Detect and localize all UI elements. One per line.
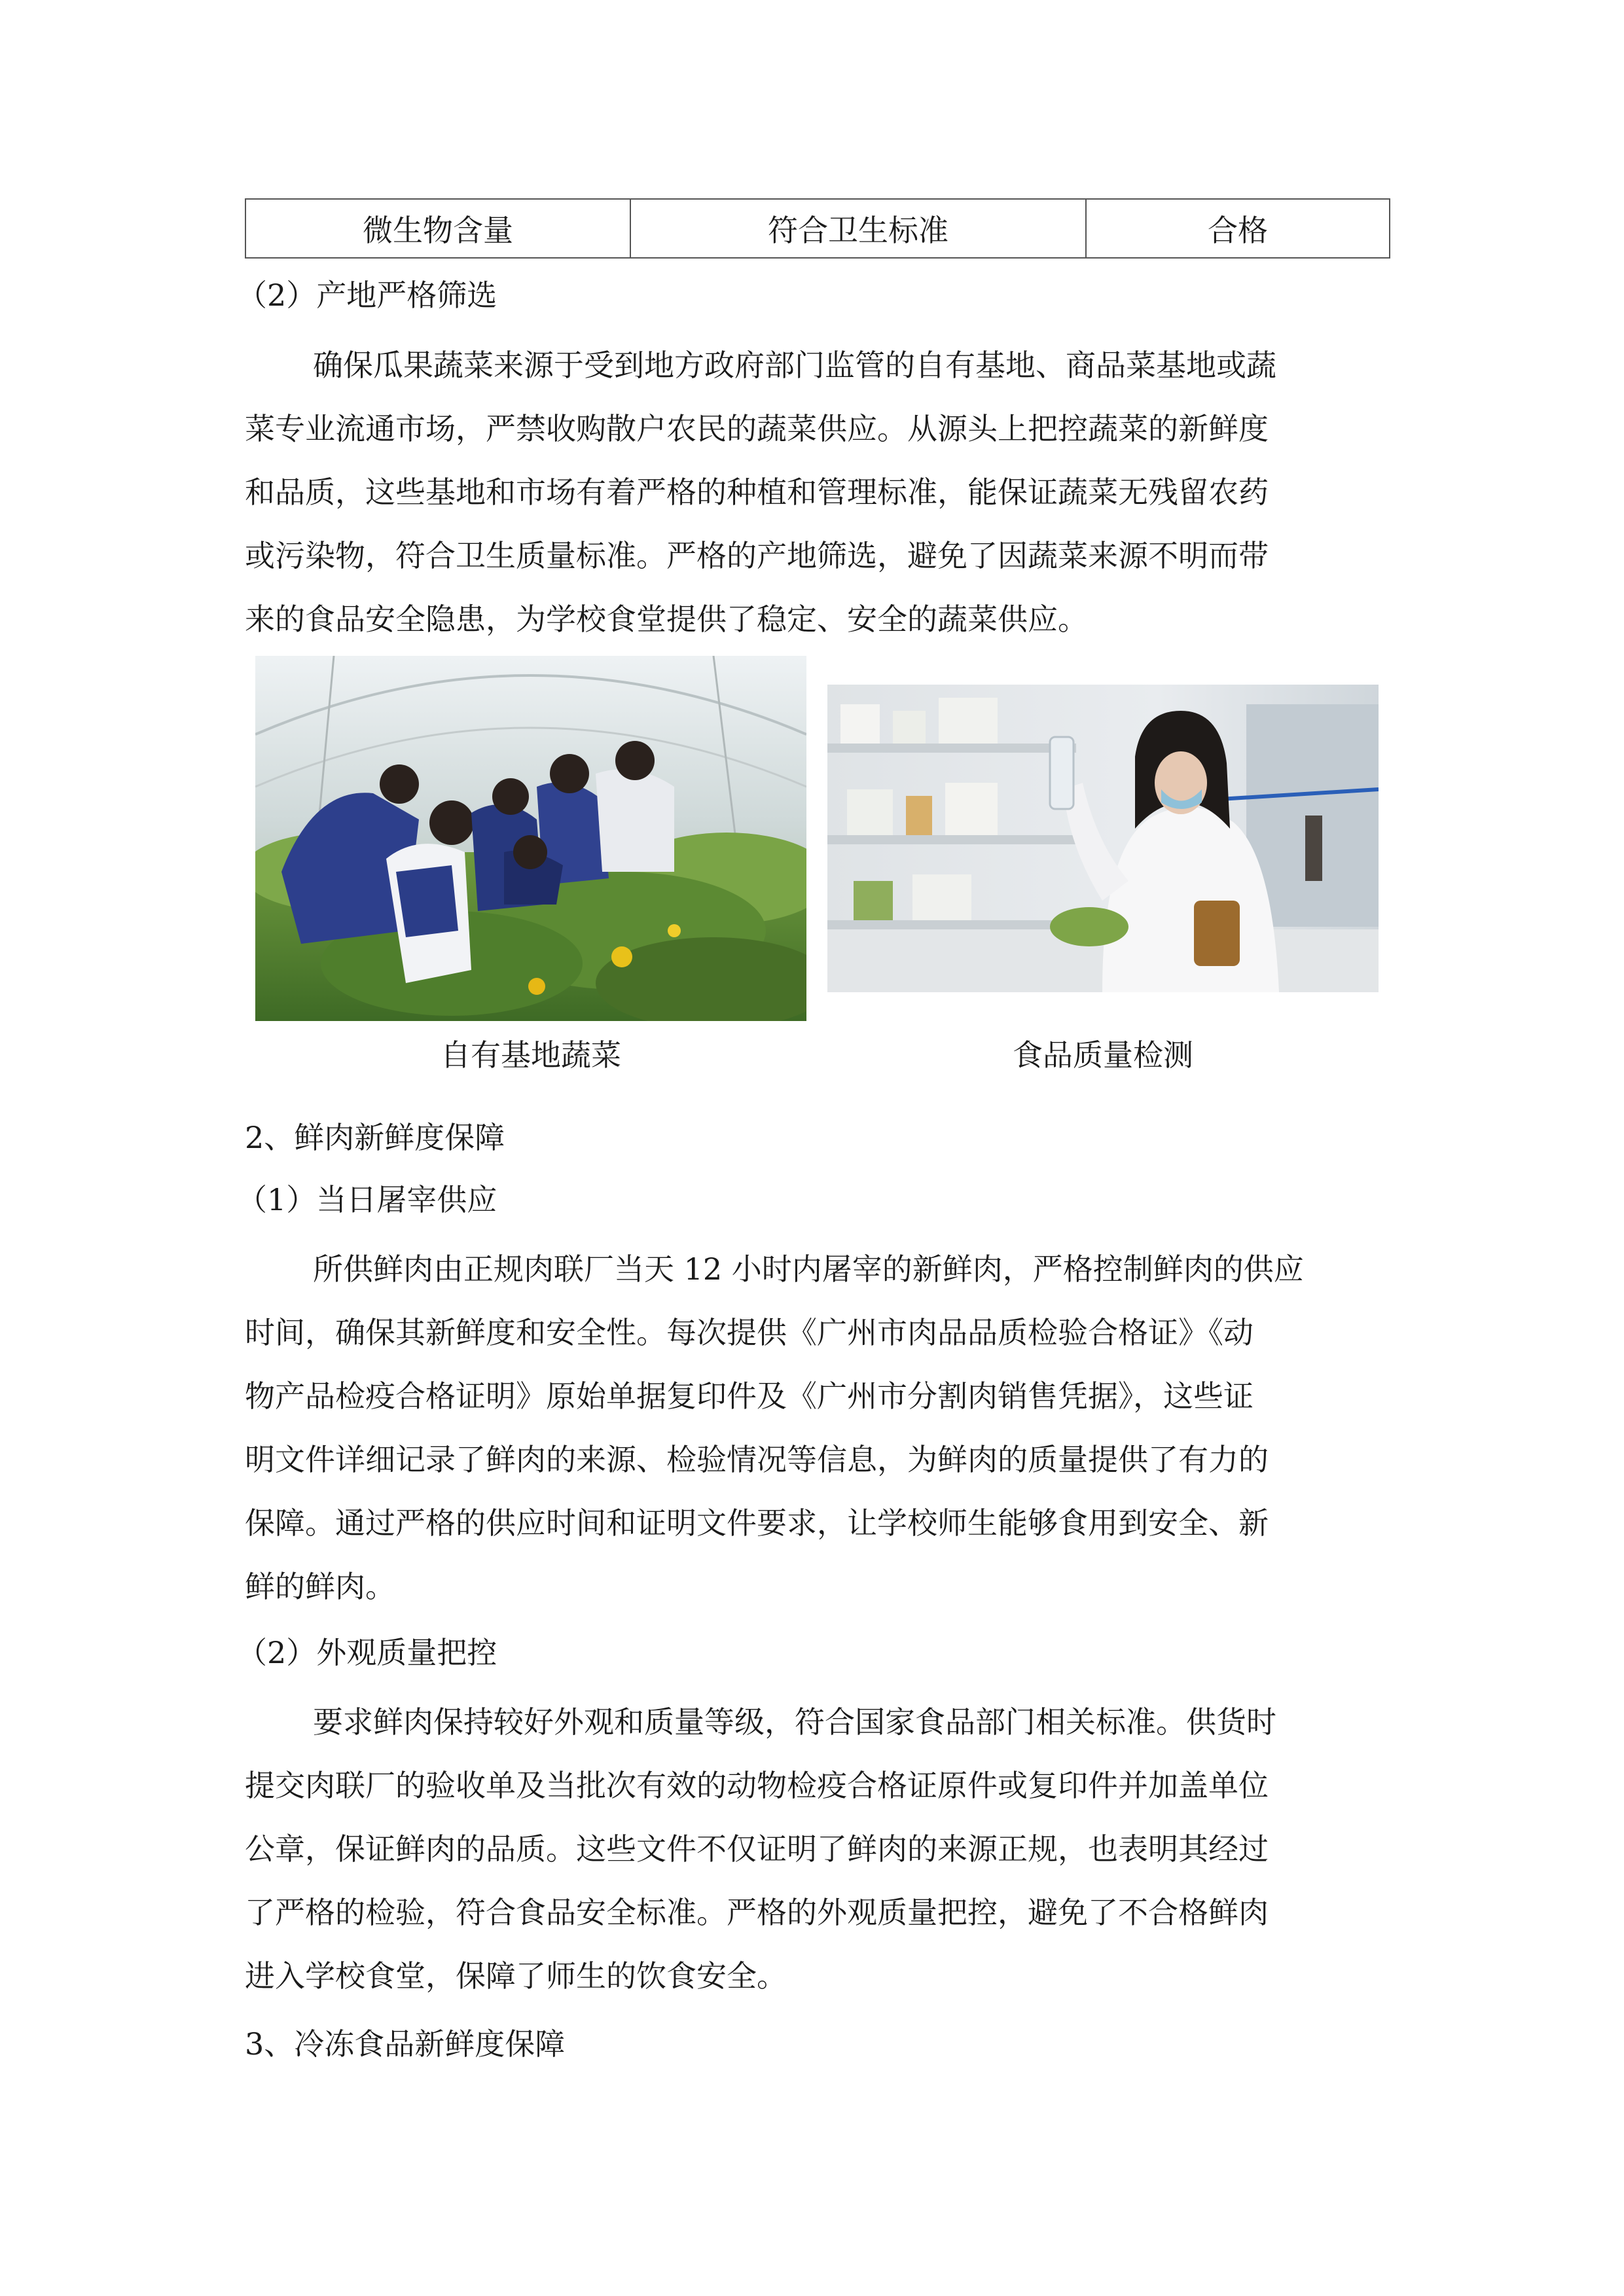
paragraph-line: 时间，确保其新鲜度和安全性。每次提供《广州市肉品品质检验合格证》《动	[245, 1315, 1254, 1350]
quality-table	[245, 198, 1390, 259]
paragraph-line: 保障。通过严格的供应时间和证明文件要求，让学校师生能够食用到安全、新	[245, 1505, 1269, 1541]
table-cell: 符合卫生标准	[630, 199, 1086, 258]
table-cell: 微生物含量	[245, 199, 630, 258]
table-row	[245, 199, 1390, 258]
paragraph-line: 要求鲜肉保持较好外观和质量等级，符合国家食品部门相关标准。供货时	[313, 1704, 1276, 1740]
paragraph-line: 公章，保证鲜肉的品质。这些文件不仅证明了鲜肉的来源正规，也表明其经过	[245, 1831, 1269, 1867]
paragraph-line: 或污染物，符合卫生质量标准。严格的产地筛选，避免了因蔬菜来源不明而带	[245, 538, 1269, 573]
table-cell: 合格	[1086, 199, 1390, 258]
heading-fresh-meat: 2、鲜肉新鲜度保障	[245, 1120, 505, 1155]
figure-caption: 自有基地蔬菜	[441, 1037, 621, 1073]
paragraph-line: 提交肉联厂的验收单及当批次有效的动物检疫合格证原件或复印件并加盖单位	[245, 1768, 1269, 1803]
paragraph-line: 了严格的检验，符合食品安全标准。严格的外观质量把控，避免了不合格鲜肉	[245, 1895, 1269, 1930]
paragraph-line: 和品质，这些基地和市场有着严格的种植和管理标准，能保证蔬菜无残留农药	[245, 475, 1269, 510]
paragraph-line: 物产品检疫合格证明》原始单据复印件及《广州市分割肉销售凭据》，这些证	[245, 1378, 1254, 1414]
paragraph-line: 明文件详细记录了鲜肉的来源、检验情况等信息，为鲜肉的质量提供了有力的	[245, 1442, 1269, 1477]
photo-lab-testing	[827, 685, 1379, 992]
paragraph-line: 菜专业流通市场，严禁收购散户农民的蔬菜供应。从源头上把控蔬菜的新鲜度	[245, 411, 1269, 446]
figure-caption: 食品质量检测	[1013, 1037, 1193, 1073]
paragraph-line: 来的食品安全隐患，为学校食堂提供了稳定、安全的蔬菜供应。	[245, 601, 1088, 637]
paragraph-line: 确保瓜果蔬菜来源于受到地方政府部门监管的自有基地、商品菜基地或蔬	[313, 348, 1276, 383]
paragraph-line: 进入学校食堂，保障了师生的饮食安全。	[245, 1958, 787, 1994]
paragraph-line: 所供鲜肉由正规肉联厂当天 12 小时内屠宰的新鲜肉，严格控制鲜肉的供应	[313, 1251, 1304, 1287]
subheading-origin-screening: （2）产地严格筛选	[237, 278, 497, 313]
photo-greenhouse-students	[255, 656, 806, 1021]
paragraph-line: 鲜的鲜肉。	[245, 1569, 395, 1604]
heading-frozen-food: 3、冷冻食品新鲜度保障	[245, 2026, 566, 2062]
subheading-appearance-quality: （2）外观质量把控	[237, 1635, 497, 1670]
subheading-same-day-slaughter: （1）当日屠宰供应	[237, 1182, 497, 1217]
